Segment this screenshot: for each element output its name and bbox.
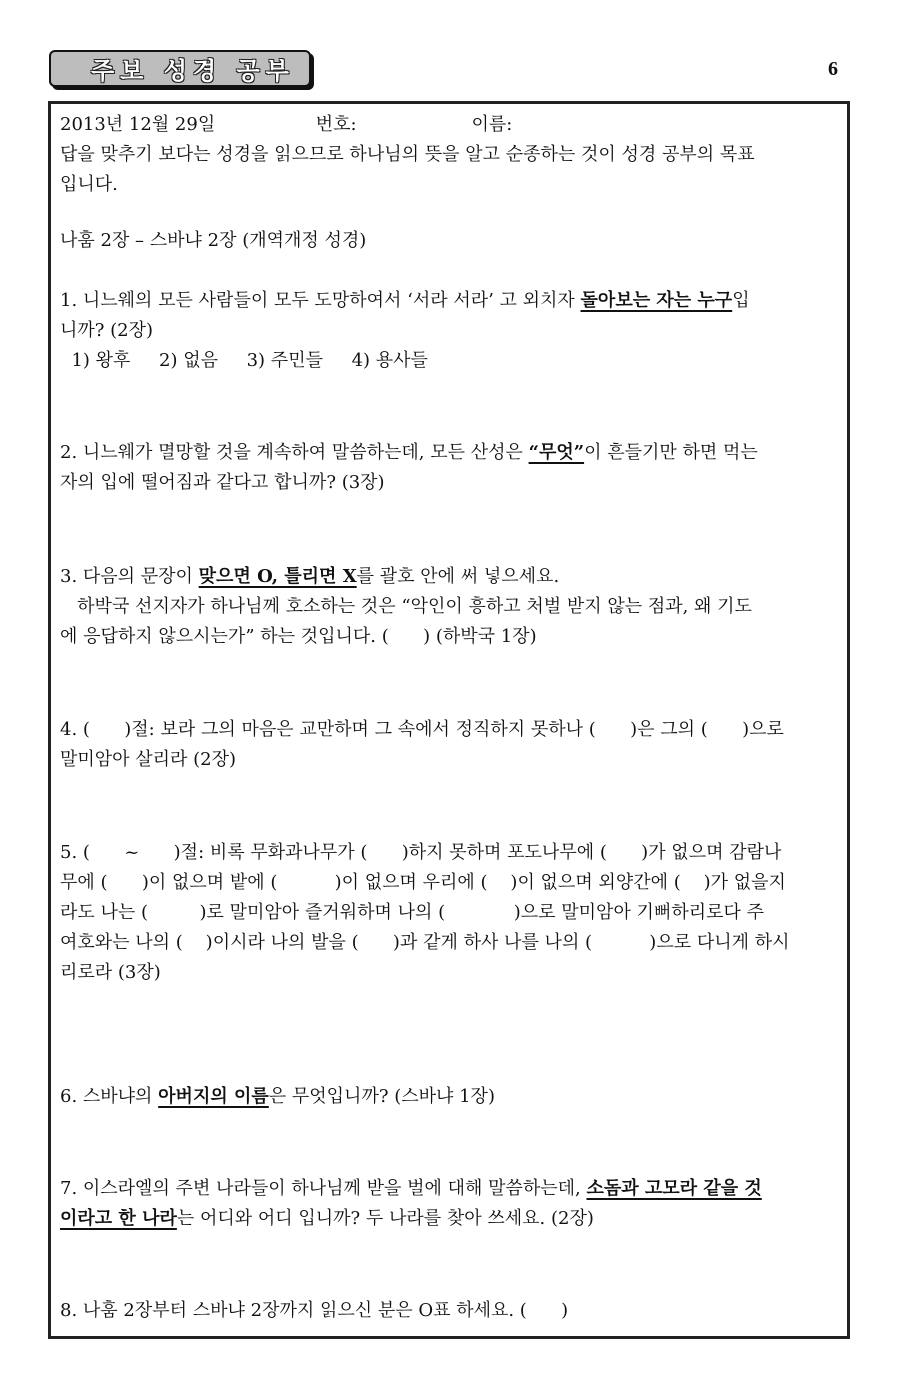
number-label: 번호: [315, 114, 357, 135]
page-number: 6 [828, 58, 838, 80]
q3-line-3: 에 응답하지 않으시는가” 하는 것입니다. ( ) (하박국 1장) [60, 626, 537, 647]
section-title: 주보 성경 공부 [91, 57, 295, 85]
q1-text-a: 1. 니느웨의 모든 사람들이 모두 도망하여서 ‘서라 서라’ 고 외치자 [60, 290, 581, 311]
q2-line-2: 자의 입에 떨어짐과 같다고 합니까? (3장) [60, 472, 385, 493]
info-row [60, 110, 840, 140]
q1-line-2: 니까? (2장) [60, 320, 154, 341]
date: 2013년 12월 29일 [60, 114, 216, 135]
q3-underline: 맞으면 O, 틀리면 X [198, 566, 357, 587]
q3-line-2: 하박국 선지자가 하나님께 호소하는 것은 “악인이 흥하고 처벌 받지 않는 점과, 왜 기도 [60, 596, 752, 617]
reading-range: 나훔 2장 – 스바냐 2장 (개역개정 성경) [60, 230, 367, 251]
section-title-box [49, 50, 311, 87]
q7-underline-1: 소돔과 고모라 같을 것 [586, 1178, 762, 1199]
name-label: 이름: [471, 114, 513, 135]
q1-options: 1) 왕후 2) 없음 3) 주민들 4) 용사들 [60, 350, 428, 371]
question-1 [60, 286, 840, 316]
q7-line-2 [60, 1204, 840, 1234]
q2-text-b: 이 흔들기만 하면 먹는 [584, 442, 758, 463]
q3-text-b: 를 괄호 안에 써 넣으세요. [356, 566, 560, 587]
question-3 [60, 562, 840, 592]
q5-line-5: 리로라 (3장) [60, 962, 161, 983]
question-7 [60, 1174, 840, 1204]
q5-line-3: 라도 나는 ( )로 말미암아 즐거워하며 나의 ( )으로 말미암아 기뻐하리로다 주 [60, 902, 764, 923]
q1-text-b: 입 [732, 290, 750, 311]
question-2 [60, 438, 840, 468]
q4-line-1: 4. ( )절: 보라 그의 마음은 교만하며 그 속에서 정직하지 못하나 ( )은 그의 ( )으로 [60, 719, 784, 740]
q4-line-2: 말미암아 살리라 (2장) [60, 749, 237, 770]
intro-line-2: 입니다. [60, 174, 118, 195]
q6-text-a: 6. 스바냐의 [60, 1086, 159, 1107]
q3-text-a: 3. 다음의 문장이 [60, 566, 199, 587]
q7-text-b: 는 어디와 어디 입니까? 두 나라를 찾아 쓰세요. (2장) [176, 1208, 594, 1229]
question-6 [60, 1082, 840, 1112]
q7-underline-2: 이라고 한 나라 [60, 1208, 177, 1229]
question-8: 8. 나훔 2장부터 스바냐 2장까지 읽으신 분은 O표 하세요. ( ) [60, 1300, 569, 1321]
q6-underline: 아버지의 이름 [158, 1086, 269, 1107]
q7-text-a: 7. 이스라엘의 주변 나라들이 하나님께 받을 벌에 대해 말씀하는데, [60, 1178, 587, 1199]
intro-line-1: 답을 맞추기 보다는 성경을 읽으므로 하나님의 뜻을 알고 순종하는 것이 성경 공부의 목표 [60, 144, 755, 165]
q2-underline: “무엇” [528, 442, 585, 463]
q5-line-2: 무에 ( )이 없으며 밭에 ( )이 없으며 우리에 ( )이 없으며 외양간에 ( )가 없을지 [60, 872, 786, 893]
q6-text-b: 은 무엇입니까? (스바냐 1장) [268, 1086, 495, 1107]
q5-line-1: 5. ( ~ )절: 비록 무화과나무가 ( )하지 못하며 포도나무에 ( )가 없으며 감람나 [60, 842, 782, 863]
q2-text-a: 2. 니느웨가 멸망할 것을 계속하여 말씀하는데, 모든 산성은 [60, 442, 529, 463]
q1-underline: 돌아보는 자는 누구 [580, 290, 733, 311]
q5-line-4: 여호와는 나의 ( )이시라 나의 발을 ( )과 같게 하사 나를 나의 ( )으로 다니게 하시 [60, 932, 790, 953]
